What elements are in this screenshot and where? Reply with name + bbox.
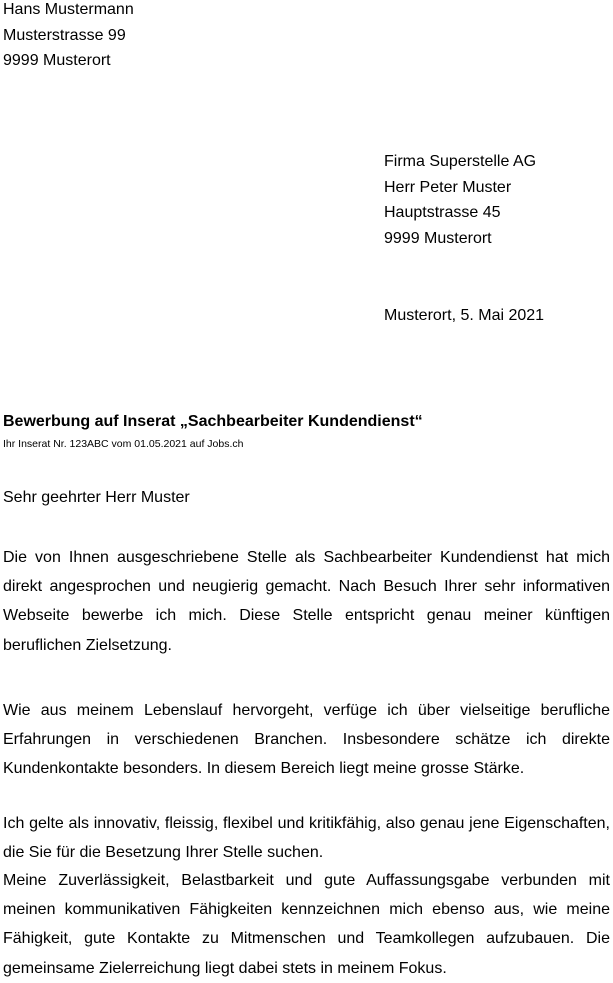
sender-street: Musterstrasse 99 — [3, 26, 126, 44]
recipient-address — [384, 149, 536, 251]
body-paragraph-1: Die von Ihnen ausgeschriebene Stelle als Sachbearbeiter Kundendienst hat mich direkt angesprochen und neugierig gemacht. Nach Besuch Ihrer sehr informativen Webseite bewerbe ich mich. Diese Stelle entspricht genau meiner künftigen beruflichen Zielsetzung. — [3, 549, 610, 654]
body-paragraph-4: Meine Zuverlässigkeit, Belastbarkeit und gute Auffassungsgabe verbunden mit meinen kommunikativen Fähigkeiten kennzeichnen mich ebenso aus, wie meine Fähigkeit, gute Kontakte zu Mitmenschen und Teamkollegen aufzubauen. Die gemeinsame Zielerreichung liegt dabei stets in meinem Fokus. — [3, 872, 610, 977]
recipient-company: Firma Superstelle AG — [384, 153, 537, 170]
recipient-street: Hauptstrasse 45 — [384, 204, 501, 221]
job-reference: Ihr Inserat Nr. 123ABC vom 01.05.2021 auf Jobs.ch — [3, 438, 244, 450]
recipient-contact: Herr Peter Muster — [384, 178, 512, 196]
body-paragraph-3: Ich gelte als innovativ, fleissig, flexibel und kritikfähig, also genau jene Eigenschaften, die Sie für die Besetzung Ihrer Stelle suchen. — [3, 815, 610, 862]
sender-name: Hans Mustermann — [3, 1, 134, 18]
body-paragraph-2: Wie aus meinem Lebenslauf hervorgeht, verfüge ich über vielseitige berufliche Erfahrungen in verschiedenen Branchen. Insbesondere schätze ich direkte Kundenkontakte besonders. In diesem Bereich liegt meine grosse Stärke. — [3, 702, 610, 778]
salutation: Sehr geehrter Herr Muster — [3, 489, 190, 506]
letter-date: Musterort, 5. Mai 2021 — [384, 307, 545, 324]
sender-city: 9999 Musterort — [3, 52, 111, 69]
recipient-city: 9999 Musterort — [384, 229, 492, 247]
letter-subject: Bewerbung auf Inserat „Sachbearbeiter Kundendienst“ — [3, 413, 423, 430]
sender-address — [3, 0, 134, 74]
